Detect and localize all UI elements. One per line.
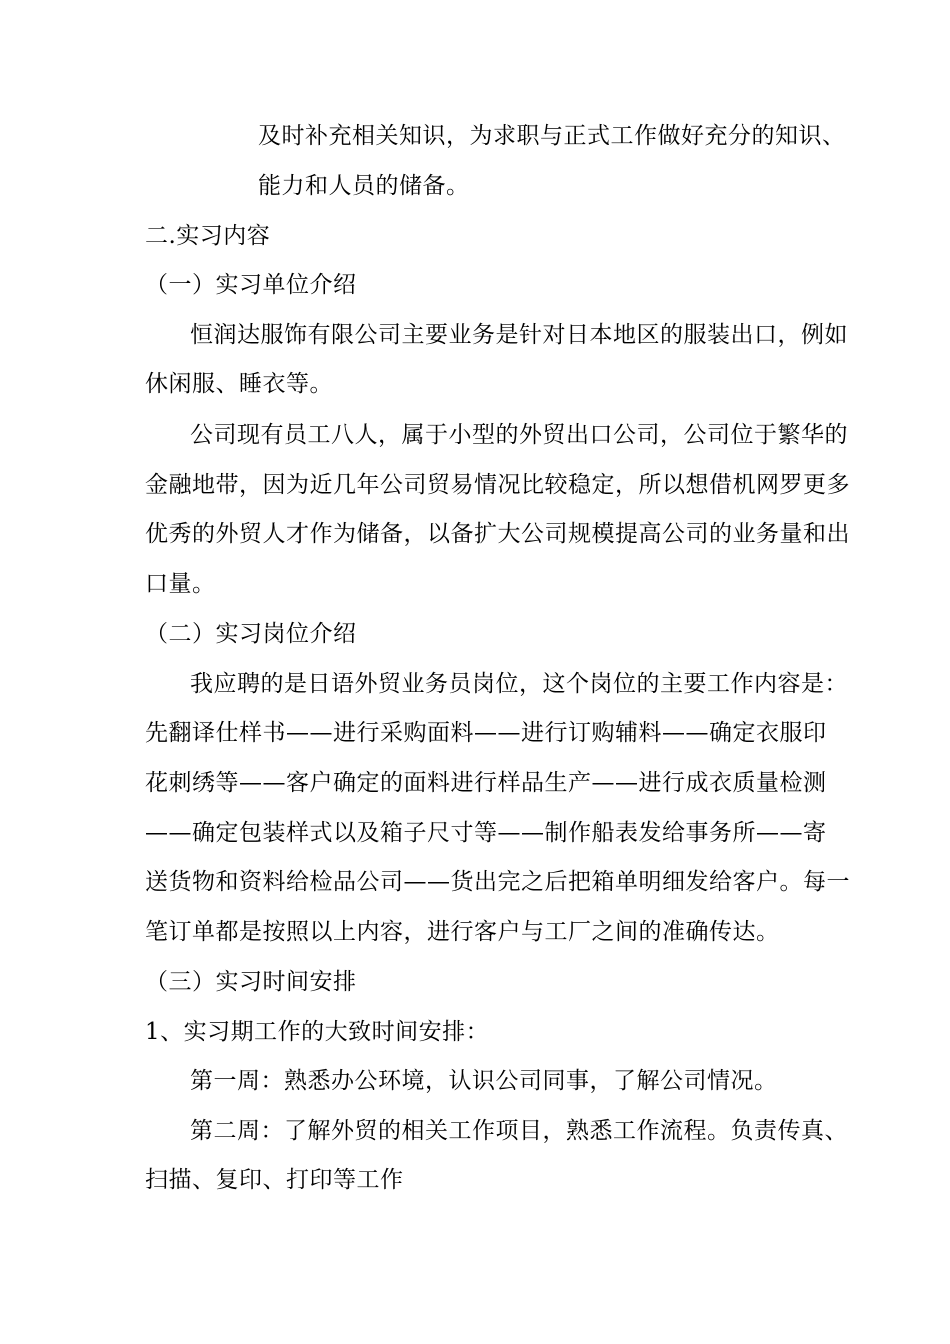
paragraph-line: 我应聘的是日语外贸业务员岗位，这个岗位的主要工作内容是： — [190, 671, 848, 697]
text-line: 能力和人员的储备。 — [258, 173, 470, 199]
subsection-heading: （二）实习岗位介绍 — [145, 621, 357, 647]
paragraph-line: 恒润达服饰有限公司主要业务是针对日本地区的服装出口，例如 — [190, 322, 848, 348]
paragraph-line: ——确定包装样式以及箱子尺寸等——制作船表发给事务所——寄 — [145, 820, 827, 846]
list-heading: 1、实习期工作的大致时间安排： — [145, 1019, 490, 1045]
text-line: 及时补充相关知识，为求职与正式工作做好充分的知识、 — [258, 123, 846, 149]
paragraph-line: 先翻译仕样书——进行采购面料——进行订购辅料——确定衣服印 — [145, 720, 827, 746]
paragraph-line: 第一周：熟悉办公环境，认识公司同事，了解公司情况。 — [190, 1068, 778, 1094]
paragraph-line: 优秀的外贸人才作为储备，以备扩大公司规模提高公司的业务量和出 — [145, 521, 850, 547]
paragraph-line: 第二周：了解外贸的相关工作项目，熟悉工作流程。负责传真、 — [190, 1118, 848, 1144]
section-heading: 二.实习内容 — [145, 223, 271, 249]
paragraph-line: 休闲服、睡衣等。 — [145, 371, 333, 397]
subsection-heading: （三）实习时间安排 — [145, 969, 357, 995]
paragraph-line: 送货物和资料给检品公司——货出完之后把箱单明细发给客户。每一 — [145, 869, 850, 895]
paragraph-line: 笔订单都是按照以上内容，进行客户与工厂之间的准确传达。 — [145, 919, 780, 945]
paragraph-line: 金融地带，因为近几年公司贸易情况比较稳定，所以想借机网罗更多 — [145, 472, 850, 498]
paragraph-line: 花刺绣等——客户确定的面料进行样品生产——进行成衣质量检测 — [145, 770, 827, 796]
paragraph-line: 公司现有员工八人，属于小型的外贸出口公司，公司位于繁华的 — [190, 422, 848, 448]
paragraph-line: 口量。 — [145, 571, 216, 597]
subsection-heading: （一）实习单位介绍 — [145, 272, 357, 298]
paragraph-line: 扫描、复印、打印等工作 — [145, 1167, 404, 1193]
